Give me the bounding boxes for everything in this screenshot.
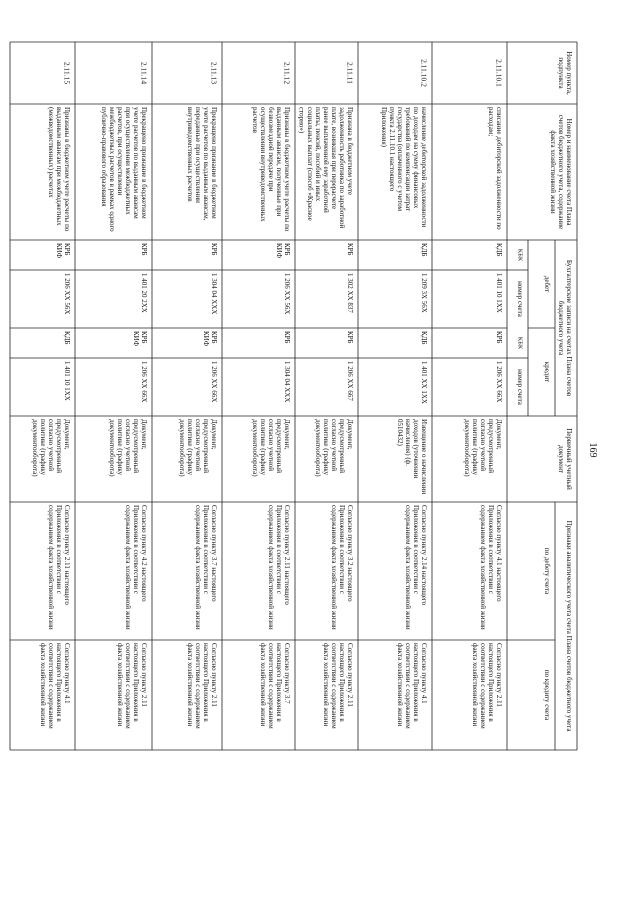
header-by-debit: по дебету счета [543, 547, 551, 595]
row-account-credit: 1 304 04 XXX [283, 361, 291, 403]
row-kbk-credit: КРБ [346, 331, 354, 344]
row-number: 2.11.10.2 [419, 59, 429, 87]
row-number: 2.11.14 [139, 61, 149, 85]
row-kbk-debit: КРБКИФ [54, 243, 71, 259]
row-kbk-debit: КРБ [346, 243, 354, 256]
row-sign-debit: Согласно пункту 2.14 настоящегоПриложения в соответствии ссодержанием факта хозяйственной жизни [403, 505, 428, 630]
row-account-credit: 1 206 XX 66X [495, 361, 503, 403]
row-kbk-debit: КРБКИФ [274, 243, 291, 259]
row-kbk-credit: КРБ [283, 331, 291, 344]
row-sign-credit: Согласно пункту 2.11настоящего Приложения всоответствии с содержаниемфакта хозяйственной жизни [321, 643, 354, 729]
row-sign-credit: Согласно пункту 4.1настоящего Приложения всоответствии с содержаниемфакта хозяйственной жизни [395, 643, 428, 729]
row-sign-credit: Согласно пункту 2.11настоящего Приложения всоответствии с содержаниемфакта хозяйственной жизни [470, 643, 503, 729]
row-sign-debit: Согласно пункту 2.11 настоящегоПриложения в соответствии ссодержанием факта хозяйственной жизни [266, 505, 291, 630]
row-account-debit: 1 401 20 2XX [140, 273, 148, 313]
row-sign-debit: Согласно пункту 3.2 настоящегоПриложения в соответствии ссодержанием факта хозяйственной жизни [329, 505, 354, 630]
row-number: 2.11.15 [62, 61, 72, 85]
row-account-credit: 1 206 XX 66X [210, 361, 218, 403]
row-kbk-debit: КРБ [210, 243, 218, 256]
row-document: Документ,предусмотренныйсогласно учетнойполитике (графикудокументооборота) [107, 419, 148, 477]
row-name: списание дебиторской задолженности порасходам; [486, 107, 503, 230]
row-account-debit: 1 209 3X 56X [420, 273, 428, 313]
header-entries: Бухгалтерские записи на счетах Плана счетовбюджетного учета [556, 259, 573, 397]
row-kbk-credit: КРБ [495, 331, 503, 344]
row-name: начисление дебиторской задолженностипо доходам на сумму финансовыхтребований по компенсации затратгосударства (оплаченного с учетомпункта 2.11.10.1 настоящегоПриложения) [379, 107, 428, 228]
row-document: Извещение о начислениидоходов (уточненииначисления) (ф.0510432) [395, 419, 428, 495]
row-kbk-debit: КДБ [420, 243, 428, 257]
row-kbk-credit: КДБ [420, 331, 428, 345]
row-account-credit: 1 206 XX 66X [140, 361, 148, 403]
row-document: Документ,предусмотренныйсогласно учетнойполитике (графикудокументооборота) [462, 419, 503, 477]
accounting-table [31, 51, 573, 732]
row-name: Признаны в бюджетном учете расчеты повыданным авансам при межбюджетных(межведомственных) расчетах [46, 107, 71, 232]
row-account-credit: 1 206 XX 667 [346, 361, 354, 401]
row-sign-credit: Согласно пункту 2.11настоящего Приложения всоответствии с содержаниемфакта хозяйственной жизни [185, 643, 218, 729]
row-name: Признана в бюджетном учетезадолженность работника по заработнойплате, возникшая при перерасчетеранее выплаченной ему заработнойплаты, пенсий, пособий и иныхсоциальных выплат (способ «Красноесторно») [297, 107, 354, 229]
row-sign-debit: Согласно пункту 4.2 настоящегоПриложения в соответствии ссодержанием факта хозяйственной жизни [123, 505, 148, 630]
row-document: Документ,предусмотренныйсогласно учетнойполитике (графикудокументооборота) [313, 419, 354, 477]
header-name: Номер и наименование счета Планасчетов бюджетного учета, содержаниефакта хозяйственной жизни [548, 114, 573, 230]
row-kbk-credit: КРБКИФ [201, 331, 218, 347]
row-name: Признаны в бюджетном учете расчеты повыданным авансам, полученные прибезвозмездной передаче приосуществлении внутриведомственныхрасчетов [250, 107, 291, 232]
row-name: Прекращено признание в бюджетномучете расчетов по выданным авансампри осуществлении межбюджетныхрасчетов, при осуществлениимежбюджетных расчетов в рамках одногопублично-правового образования [99, 107, 148, 232]
row-document: Документ,предусмотренныйсогласно учетнойполитике (графикудокументооборота) [250, 419, 291, 477]
header-by-credit: по кредиту счета [543, 669, 551, 721]
row-account-credit: 1 401 XX 1XX [420, 361, 428, 404]
row-sign-debit: Согласно пункту 3.7 настоящегоПриложения в соответствии ссодержанием факта хозяйственной жизни [193, 505, 218, 630]
row-number: 2.11.11 [345, 62, 355, 84]
header-number: Номер пункта,подпункта [556, 51, 573, 95]
header-document: Первичный учетныйдокумент [556, 428, 573, 490]
row-account-debit: 1 206 XX 56X [283, 273, 291, 315]
header-kbk-debit: КБК [516, 248, 524, 262]
header-credit: кредит [543, 361, 551, 383]
header-signs: Признаки аналитического учета счета Плана счетов бюджетного учета [565, 520, 573, 732]
row-sign-debit: Согласно пункту 4.1 настоящегоПриложения в соответствии ссодержанием факта хозяйственной жизни [478, 505, 503, 630]
header-kbk-credit: КБК [516, 336, 524, 350]
row-number: 2.11.13 [209, 61, 219, 85]
row-account-debit: 1 304 04 XXX [210, 273, 218, 315]
row-kbk-debit: КРБ [140, 243, 148, 256]
row-number: 2.11.12 [282, 61, 292, 85]
row-document: Документ,предусмотренныйсогласно учетнойполитике (графикудокументооборота) [30, 419, 71, 477]
row-sign-debit: Согласно пункту 2.11 настоящегоПриложения в соответствии ссодержанием факта хозяйственной жизни [46, 505, 71, 630]
row-sign-credit: Согласно пункту 4.1настоящего Приложения всоответствии с содержаниемфакта хозяйственной жизни [38, 643, 71, 729]
row-number: 2.11.10.1 [494, 59, 504, 87]
row-account-debit: 1 401 10 1XX [495, 273, 503, 313]
page-number: 169 [587, 442, 598, 458]
row-sign-credit: Согласно пункту 3.7настоящего Приложения всоответствии с содержаниемфакта хозяйственной жизни [258, 643, 291, 729]
row-kbk-debit: КДБ [495, 243, 503, 257]
header-account-credit: номер счета [516, 369, 524, 405]
row-document: Документ,предусмотренныйсогласно учетнойполитике (графикудокументооборота) [177, 419, 218, 477]
row-account-credit: 1 401 10 1XX [63, 361, 71, 401]
row-name: Прекращено признание в бюджетномучете расчетов по выданным авансам,переданные при осуществлениивнутриведомственных расчетов [185, 107, 218, 221]
row-account-debit: 1 206 XX 56X [63, 273, 71, 315]
header-debit: дебет [543, 275, 551, 293]
header-account-debit: номер счета [516, 281, 524, 317]
row-sign-credit: Согласно пункту 2.11настоящего Приложения всоответствии с содержаниемфакта хозяйственной жизни [115, 643, 148, 729]
row-kbk-credit: КРБКИФ [131, 331, 148, 347]
row-account-debit: 1 302 XX 837 [346, 273, 354, 313]
row-kbk-credit: КДБ [63, 331, 71, 345]
